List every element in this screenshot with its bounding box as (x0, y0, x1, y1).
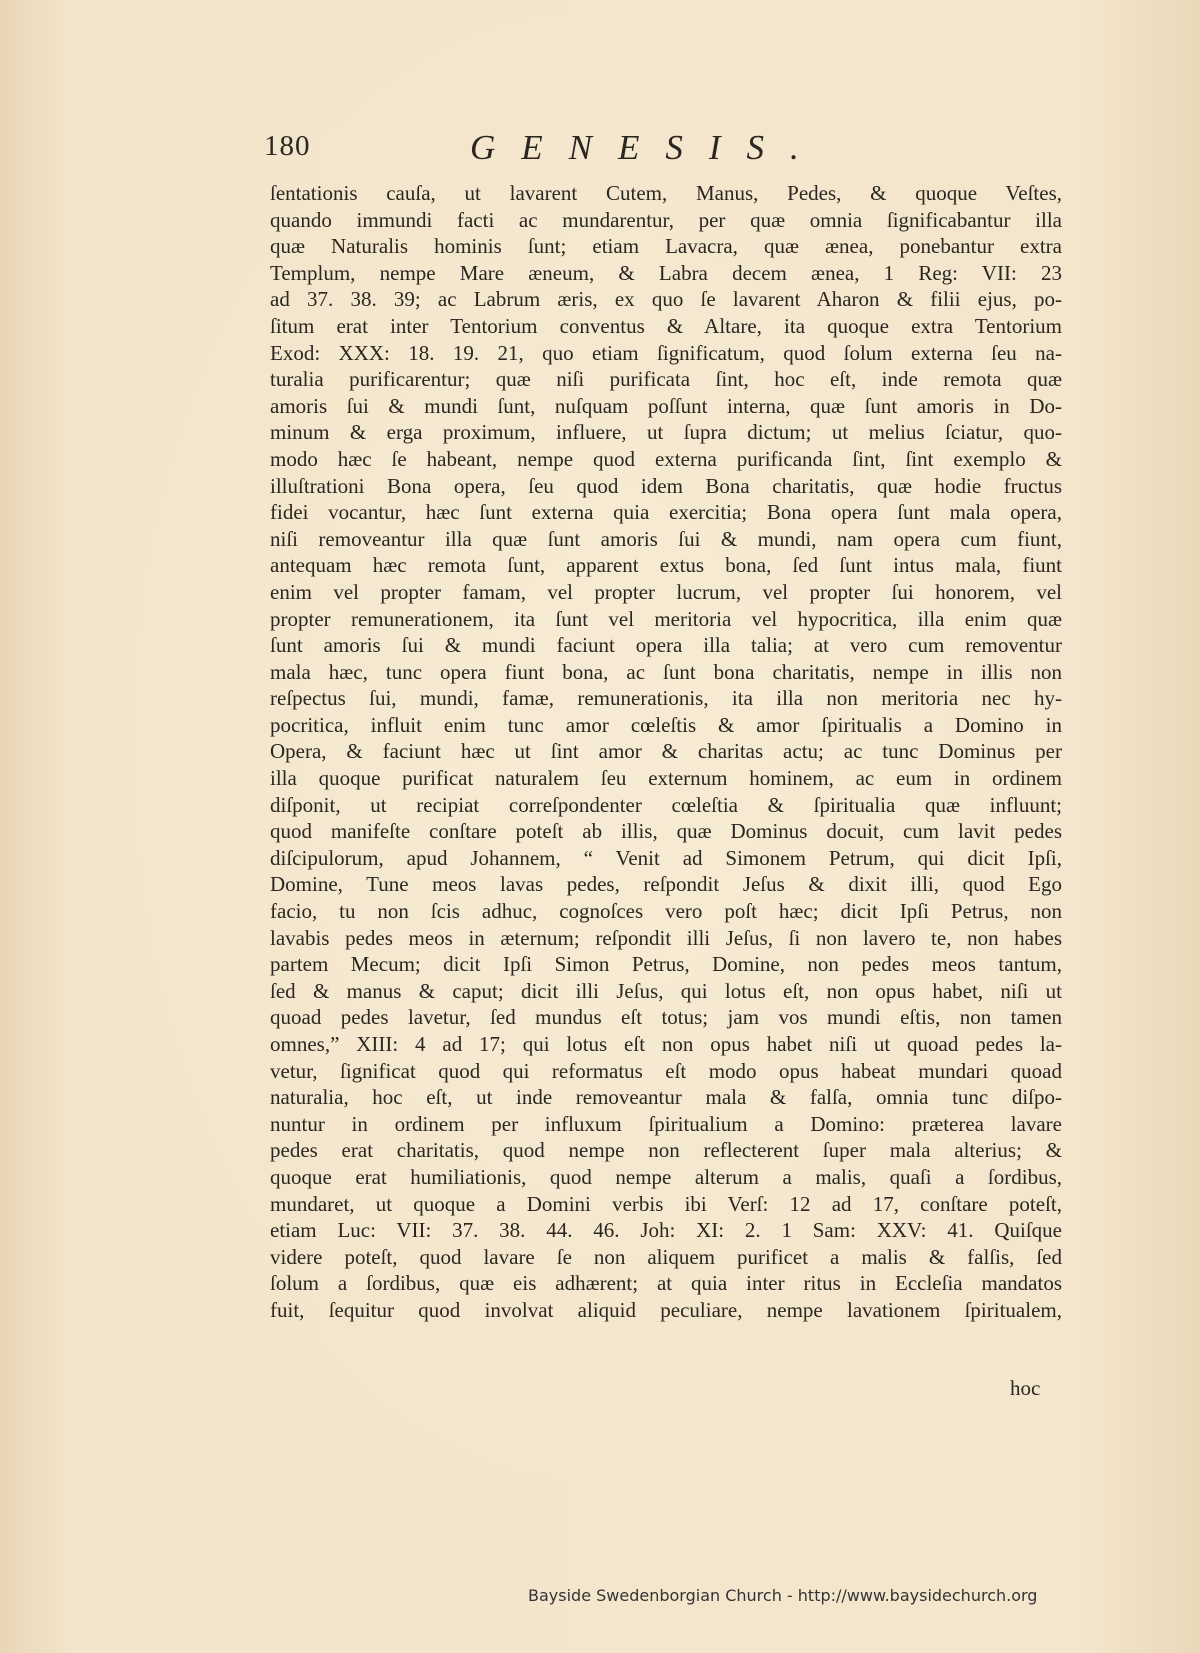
text-line: modo hæc ſe habeant, nempe quod externa purificanda ſint, ſint exemplo & (270, 446, 1062, 471)
text-line: illa quoque purificat naturalem ſeu externum hominem, ac eum in ordinem (270, 766, 1062, 791)
text-line: vetur, ſignificat quod qui reformatus eſt modo opus habeat mundari quoad (270, 1058, 1062, 1083)
text-line: Exod: XXX: 18. 19. 21, quo etiam ſignificatum, quod ſolum externa ſeu na- (270, 340, 1062, 365)
text-line: mundaret, ut quoque a Domini verbis ibi Verſ: 12 ad 17, conſtare poteſt, (270, 1191, 1062, 1216)
text-line: partem Mecum; dicit Ipſi Simon Petrus, Domine, non pedes meos tantum, (270, 952, 1062, 977)
text-line: omnes,” XIII: 4 ad 17; qui lotus eſt non opus habet niſi ut quoad pedes la- (270, 1032, 1062, 1056)
text-line: ſolum a ſordibus, quæ eis adhærent; at quia inter ritus in Eccleſia mandatos (270, 1271, 1062, 1296)
text-line: minum & erga proximum, influere, ut ſupra dictum; ut melius ſciatur, quo- (270, 420, 1062, 445)
text-line: diſponit, ut recipiat correſpondenter cœleſtia & ſpiritualia quæ influunt; (270, 792, 1062, 817)
text-line: pedes erat charitatis, quod nempe non reflecterent ſuper mala alterius; & (270, 1138, 1062, 1163)
text-line: quod manifeſte conſtare poteſt ab illis, quæ Dominus docuit, cum lavit pedes (270, 819, 1062, 844)
text-line: fuit, ſequitur quod involvat aliquid peculiare, nempe lavationem ſpiritualem, (270, 1297, 1062, 1322)
text-line: etiam Luc: VII: 37. 38. 44. 46. Joh: XI: 2. 1 Sam: XXV: 41. Quiſque (270, 1218, 1062, 1243)
text-line: propter remunerationem, ita ſunt vel meritoria vel hypocritica, illa enim quæ (270, 606, 1062, 631)
text-line: turalia purificarentur; quæ niſi purificata ſint, hoc eſt, inde remota quæ (270, 367, 1062, 392)
text-line: niſi removeantur illa quæ ſunt amoris ſui & mundi, nam opera cum fiunt, (270, 526, 1062, 551)
text-line: quoad pedes lavetur, ſed mundus eſt totus; jam vos mundi eſtis, non tamen (270, 1005, 1062, 1030)
text-line: videre poteſt, quod lavare ſe non aliquem purificet a malis & falſis, ſed (270, 1244, 1062, 1269)
text-line: quando immundi facti ac mundarentur, per quæ omnia ſignificabantur illa (270, 207, 1062, 232)
text-line: facio, tu non ſcis adhuc, cognoſces vero poſt hæc; dicit Ipſi Petrus, non (270, 899, 1062, 924)
text-line: ſentationis cauſa, ut lavarent Cutem, Manus, Pedes, & quoque Veſtes, (270, 181, 1062, 205)
text-line: illuſtrationi Bona opera, ſeu quod idem Bona charitatis, quæ hodie fructus (270, 473, 1062, 498)
text-line: fidei vocantur, hæc ſunt externa quia exercitia; Bona opera ſunt mala opera, (270, 500, 1062, 525)
text-line: Templum, nempe Mare æneum, & Labra decem ænea, 1 Reg: VII: 23 (270, 260, 1062, 285)
text-line: ſunt amoris ſui & mundi faciunt opera illa talia; at vero cum removentur (270, 633, 1062, 658)
running-title: GENESIS. (470, 128, 825, 167)
text-line: pocritica, influit enim tunc amor cœleſtis & amor ſpiritualis a Domino in (270, 712, 1062, 737)
text-line: ad 37. 38. 39; ac Labrum æris, ex quo ſe lavarent Aharon & filii ejus, po- (270, 287, 1062, 312)
text-line: nuntur in ordinem per influxum ſpiritualium a Domino: præterea lavare (270, 1111, 1062, 1136)
text-line: mala hæc, tunc opera fiunt bona, ac ſunt bona charitatis, nempe in illis non (270, 659, 1062, 684)
page-number: 180 (264, 130, 311, 162)
text-line: ſitum erat inter Tentorium conventus & Altare, ita quoque extra Tentorium (270, 313, 1062, 338)
text-line: diſcipulorum, apud Johannem, “ Venit ad Simonem Petrum, qui dicit Ipſi, (270, 845, 1062, 870)
text-line: Opera, & faciunt hæc ut ſint amor & charitas actu; ac tunc Dominus per (270, 739, 1062, 764)
text-line: ſed & manus & caput; dicit illi Jeſus, qui lotus eſt, non opus habet, niſi ut (270, 978, 1062, 1003)
text-line: reſpectus ſui, mundi, famæ, remunerationis, ita illa non meritoria nec hy- (270, 686, 1062, 711)
catchword: hoc (1010, 1376, 1041, 1400)
footer-credit: Bayside Swedenborgian Church - http://www.baysidechurch.org (528, 1586, 1038, 1605)
text-line: naturalia, hoc eſt, ut inde removeantur mala & falſa, omnia tunc diſpo- (270, 1085, 1062, 1110)
text-line: enim vel propter famam, vel propter lucrum, vel propter ſui honorem, vel (270, 579, 1062, 604)
body-text (270, 180, 1062, 1324)
text-line: lavabis pedes meos in æternum; reſpondit illi Jeſus, ſi non lavero te, non habes (270, 925, 1062, 950)
text-line: Domine, Tune meos lavas pedes, reſpondit Jeſus & dixit illi, quod Ego (270, 872, 1062, 897)
text-line: quoque erat humiliationis, quod nempe alterum a malis, quaſi a ſordibus, (270, 1164, 1062, 1189)
text-line: quæ Naturalis hominis ſunt; etiam Lavacra, quæ ænea, ponebantur extra (270, 234, 1062, 259)
page-header (264, 128, 964, 168)
text-line: amoris ſui & mundi ſunt, nuſquam poſſunt interna, quæ ſunt amoris in Do- (270, 393, 1062, 418)
text-line: antequam hæc remota ſunt, apparent extus bona, ſed ſunt intus mala, fiunt (270, 553, 1062, 578)
